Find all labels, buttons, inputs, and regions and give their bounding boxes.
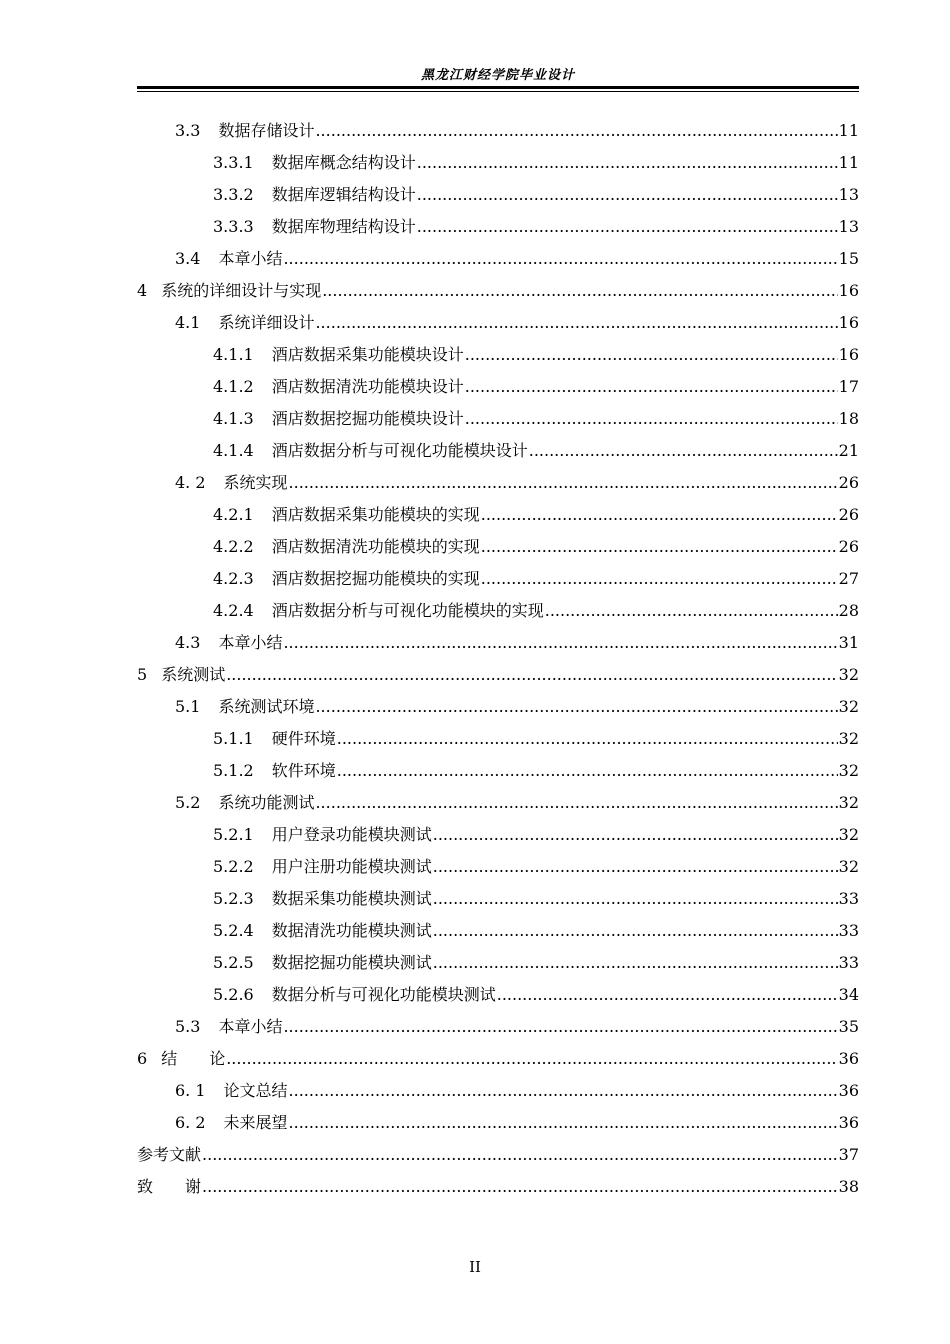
toc-entry-number: 3.4 [175,249,201,268]
toc-dot-leader [283,243,837,275]
toc-entry-page: 36 [838,1113,859,1132]
toc-dot-leader [202,1139,838,1171]
toc-entry-number: 5.2.1 [213,825,254,844]
toc-entry-number: 4.2.1 [213,505,254,524]
toc-dot-leader [289,1075,838,1107]
toc-entry[interactable] [137,1139,859,1171]
toc-entry-page: 27 [838,569,859,588]
toc-entry-number: 5.2.2 [213,857,254,876]
toc-entry-title: 用户注册功能模块测试 [271,857,432,876]
toc-entry-page: 32 [838,761,859,780]
toc-dot-leader [545,595,838,627]
toc-entry-number: 5.2.3 [213,889,254,908]
toc-dot-leader [433,883,838,915]
toc-entry[interactable] [137,243,859,275]
toc-entry-page: 32 [838,857,859,876]
toc-entry[interactable] [137,1011,859,1043]
toc-entry-title: 数据库物理结构设计 [271,217,416,236]
toc-entry-page: 26 [838,537,859,556]
toc-entry[interactable] [137,979,859,1011]
toc-entry-number: 5.2.5 [213,953,254,972]
toc-entry-page: 36 [838,1081,859,1100]
toc-entry-page: 15 [838,249,859,268]
toc-entry-number: 4.2.4 [213,601,254,620]
toc-entry-number: 4.3 [175,633,201,652]
toc-entry-number: 6 [137,1049,148,1068]
toc-entry-number: 5.1 [175,697,201,716]
toc-entry-number: 5.3 [175,1017,201,1036]
toc-entry[interactable] [137,307,859,339]
toc-entry-title: 数据采集功能模块测试 [271,889,432,908]
toc-entry-number: 4. 2 [175,473,206,492]
toc-entry[interactable] [137,819,859,851]
toc-entry[interactable] [137,755,859,787]
toc-dot-leader [337,755,838,787]
toc-dot-leader [226,1043,837,1075]
toc-dot-leader [465,339,838,371]
toc-entry-page: 11 [838,153,859,172]
toc-entry-title: 系统测试环境 [218,697,315,716]
toc-entry-number: 5.2.6 [213,985,254,1004]
toc-dot-leader [497,979,838,1011]
toc-dot-leader [433,819,838,851]
toc-dot-leader [283,1011,837,1043]
toc-entry-page: 16 [838,313,859,332]
toc-entry[interactable] [137,435,859,467]
toc-entry[interactable] [137,339,859,371]
toc-entry-page: 32 [838,729,859,748]
toc-entry-title: 酒店数据清洗功能模块设计 [271,377,464,396]
toc-entry-number: 4.1 [175,313,201,332]
toc-entry[interactable] [137,531,859,563]
toc-entry-page: 35 [838,1017,859,1036]
toc-entry-title: 酒店数据分析与可视化功能模块的实现 [271,601,544,620]
toc-entry-page: 31 [838,633,859,652]
toc-entry-number: 5 [137,665,148,684]
toc-entry-page: 33 [838,953,859,972]
toc-entry-title: 系统实现 [223,473,288,492]
toc-entry[interactable] [137,1075,859,1107]
toc-entry-title: 数据清洗功能模块测试 [271,921,432,940]
toc-entry-title: 酒店数据采集功能模块设计 [271,345,464,364]
toc-entry-number: 4 [137,281,148,300]
toc-entry[interactable] [137,563,859,595]
toc-dot-leader [226,659,837,691]
toc-entry-number: 4.1.4 [213,441,254,460]
toc-entry-number: 6. 2 [175,1113,206,1132]
toc-entry-number: 5.2.4 [213,921,254,940]
header-rule-thin [137,91,859,92]
toc-entry-page: 16 [838,345,859,364]
footer-page-number: II [469,1258,481,1276]
toc-entry-page: 13 [838,217,859,236]
toc-entry[interactable] [137,147,859,179]
toc-entry-title: 软件环境 [271,761,336,780]
toc-entry[interactable] [137,1043,859,1075]
toc-entry-title: 酒店数据分析与可视化功能模块设计 [271,441,528,460]
toc-entry-page: 17 [838,377,859,396]
toc-entry-page: 37 [838,1145,859,1164]
toc-dot-leader [322,275,837,307]
toc-entry-title: 用户登录功能模块测试 [271,825,432,844]
toc-dot-leader [315,307,837,339]
toc-entry-number: 4.1.3 [213,409,254,428]
table-of-contents [137,115,859,1203]
toc-entry[interactable] [137,627,859,659]
toc-entry-page: 32 [838,825,859,844]
toc-dot-leader [289,1107,838,1139]
toc-entry[interactable] [137,179,859,211]
toc-entry-number: 4.2.2 [213,537,254,556]
toc-dot-leader [481,563,838,595]
toc-entry-title: 酒店数据清洗功能模块的实现 [271,537,480,556]
toc-entry-page: 33 [838,889,859,908]
toc-entry-title: 酒店数据采集功能模块的实现 [271,505,480,524]
toc-entry-title: 系统功能测试 [218,793,315,812]
toc-entry[interactable] [137,499,859,531]
toc-entry-number: 5.1.1 [213,729,254,748]
toc-entry-page: 32 [838,697,859,716]
toc-dot-leader [337,723,838,755]
toc-entry-page: 21 [838,441,859,460]
toc-entry[interactable] [137,915,859,947]
toc-entry[interactable] [137,851,859,883]
toc-dot-leader [289,467,838,499]
toc-dot-leader [481,499,838,531]
toc-entry[interactable] [137,1171,859,1203]
toc-dot-leader [465,371,838,403]
page-header-title: 黑龙江财经学院毕业设计 [420,68,575,83]
toc-entry-number: 4.1.1 [213,345,254,364]
toc-dot-leader [433,947,838,979]
toc-entry-title: 论文总结 [223,1081,288,1100]
toc-entry-title: 本章小结 [218,633,283,652]
toc-entry-number: 5.2 [175,793,201,812]
toc-entry-page: 32 [838,793,859,812]
toc-dot-leader [529,435,838,467]
toc-entry-page: 32 [838,665,859,684]
toc-dot-leader [315,691,837,723]
toc-entry[interactable] [137,371,859,403]
toc-entry[interactable] [137,691,859,723]
toc-dot-leader [433,851,838,883]
toc-entry[interactable] [137,403,859,435]
toc-entry-page: 26 [838,473,859,492]
toc-entry-title: 数据库逻辑结构设计 [271,185,416,204]
toc-dot-leader [481,531,838,563]
toc-entry-title: 未来展望 [223,1113,288,1132]
toc-entry-title: 系统测试 [161,665,226,684]
toc-dot-leader [202,1171,838,1203]
toc-dot-leader [315,787,837,819]
toc-entry-number: 4.1.2 [213,377,254,396]
toc-entry-page: 28 [838,601,859,620]
toc-entry-title: 本章小结 [218,1017,283,1036]
toc-entry[interactable] [137,275,859,307]
toc-dot-leader [417,179,838,211]
toc-entry-title: 硬件环境 [271,729,336,748]
toc-entry-number: 3.3.2 [213,185,254,204]
toc-dot-leader [465,403,838,435]
toc-entry-number: 6. 1 [175,1081,206,1100]
toc-dot-leader [433,915,838,947]
toc-entry[interactable] [137,211,859,243]
toc-dot-leader [315,115,837,147]
toc-entry-page: 13 [838,185,859,204]
toc-entry-title: 系统详细设计 [218,313,315,332]
toc-entry-number: 3.3 [175,121,201,140]
toc-entry-title: 数据挖掘功能模块测试 [271,953,432,972]
toc-entry[interactable] [137,947,859,979]
toc-entry-title: 系统的详细设计与实现 [161,281,322,300]
toc-entry[interactable] [137,883,859,915]
toc-entry-page: 34 [838,985,859,1004]
toc-entry[interactable] [137,723,859,755]
toc-dot-leader [283,627,837,659]
toc-entry[interactable] [137,467,859,499]
toc-entry-title: 参考文献 [137,1145,202,1164]
toc-entry[interactable] [137,595,859,627]
toc-entry-title: 酒店数据挖掘功能模块的实现 [271,569,480,588]
toc-entry-page: 11 [838,121,859,140]
toc-dot-leader [417,211,838,243]
toc-entry-number: 4.2.3 [213,569,254,588]
toc-dot-leader [417,147,838,179]
toc-entry-title: 数据库概念结构设计 [271,153,416,172]
toc-entry-title: 数据存储设计 [218,121,315,140]
toc-entry-number: 3.3.1 [213,153,254,172]
toc-entry-title: 酒店数据挖掘功能模块设计 [271,409,464,428]
toc-entry-page: 26 [838,505,859,524]
toc-entry-page: 18 [838,409,859,428]
toc-entry[interactable] [137,787,859,819]
toc-entry[interactable] [137,1107,859,1139]
header-rule-thick [137,86,859,89]
toc-entry-page: 16 [838,281,859,300]
toc-entry-number: 5.1.2 [213,761,254,780]
toc-entry[interactable] [137,115,859,147]
toc-entry[interactable] [137,659,859,691]
toc-entry-title: 结 论 [161,1049,226,1068]
toc-entry-title: 数据分析与可视化功能模块测试 [271,985,496,1004]
toc-entry-page: 33 [838,921,859,940]
toc-entry-number: 3.3.3 [213,217,254,236]
toc-entry-title: 本章小结 [218,249,283,268]
toc-entry-page: 36 [838,1049,859,1068]
toc-entry-title: 致 谢 [137,1177,202,1196]
toc-entry-page: 38 [838,1177,859,1196]
